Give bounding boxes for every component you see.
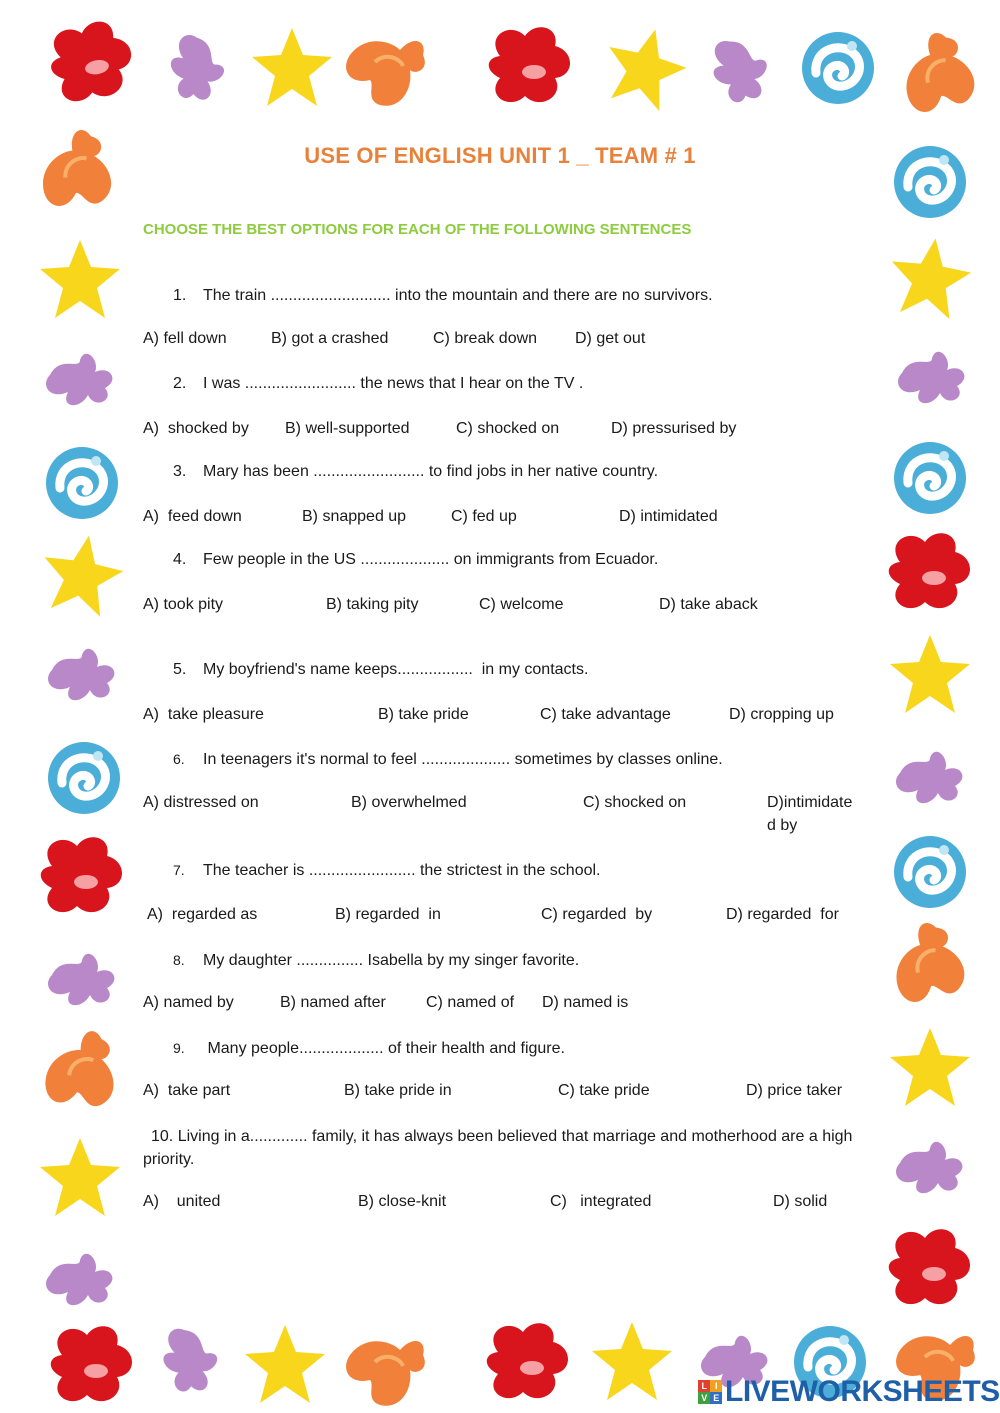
- question-text: My boyfriend's name keeps................. in my contacts.: [203, 661, 589, 678]
- option-b[interactable]: B) named after: [280, 994, 386, 1011]
- option-d[interactable]: D) cropping up: [729, 706, 834, 723]
- question-text: In teenagers it's normal to feel .................... sometimes by classes online.: [203, 751, 723, 768]
- question-number: 5.: [173, 661, 187, 678]
- option-a[interactable]: A) feed down: [143, 508, 242, 525]
- option-d[interactable]: D) take aback: [659, 596, 758, 613]
- logo-letter: V: [698, 1392, 710, 1404]
- option-b[interactable]: B) snapped up: [302, 508, 407, 525]
- question-10: [143, 1125, 855, 1171]
- option-a[interactable]: A) regarded as: [147, 906, 258, 923]
- question-number: 9.: [173, 1040, 185, 1056]
- question-number: 8.: [173, 952, 185, 968]
- question-number: 3.: [173, 463, 187, 480]
- option-c[interactable]: C) fed up: [451, 508, 517, 525]
- option-a[interactable]: A) take part: [143, 1082, 231, 1099]
- option-c[interactable]: C) take pride: [558, 1082, 650, 1099]
- question-text: I was ......................... the news that I hear on the TV .: [203, 375, 584, 392]
- option-d[interactable]: D) solid: [773, 1193, 828, 1210]
- question-number: 1.: [173, 287, 187, 304]
- worksheet-title: USE OF ENGLISH UNIT 1 _ TEAM # 1: [304, 143, 696, 168]
- liveworksheets-logo: [698, 1380, 722, 1404]
- option-a[interactable]: A) take pleasure: [143, 706, 264, 723]
- worksheet-instructions: CHOOSE THE BEST OPTIONS FOR EACH OF THE FOLLOWING SENTENCES: [143, 221, 692, 238]
- option-a[interactable]: A) fell down: [143, 330, 227, 347]
- option-c[interactable]: C) integrated: [550, 1193, 652, 1210]
- question-text: Many people................... of their health and figure.: [203, 1040, 565, 1057]
- option-b[interactable]: B) taking pity: [326, 596, 419, 613]
- option-c[interactable]: C) shocked on: [456, 420, 560, 437]
- option-c[interactable]: C) regarded by: [541, 906, 653, 923]
- question-number: 4.: [173, 551, 187, 568]
- option-d[interactable]: D) named is: [542, 994, 629, 1011]
- option-b[interactable]: B) take pride: [378, 706, 469, 723]
- option-a[interactable]: A) united: [143, 1193, 221, 1210]
- option-b[interactable]: B) regarded in: [335, 906, 441, 923]
- option-b[interactable]: B) take pride in: [344, 1082, 452, 1099]
- option-d[interactable]: D)intimidated by: [767, 794, 853, 834]
- option-c[interactable]: C) take advantage: [540, 706, 671, 723]
- option-a[interactable]: A) distressed on: [143, 794, 259, 811]
- option-b[interactable]: B) got a crashed: [271, 330, 389, 347]
- watermark-text: LIVEWORKSHEETS: [725, 1375, 1000, 1408]
- question-number: 7.: [173, 862, 185, 878]
- option-b[interactable]: B) overwhelmed: [351, 794, 467, 811]
- question-text: Few people in the US .................... on immigrants from Ecuador.: [203, 551, 659, 568]
- option-c[interactable]: C) named of: [426, 994, 515, 1011]
- question-text: Mary has been ......................... to find jobs in her native country.: [203, 463, 659, 480]
- question-text: Living in a............. family, it has always been believed that marriage and motherhood are a high priority.: [143, 1128, 853, 1168]
- option-a[interactable]: A) shocked by: [143, 420, 249, 437]
- option-b[interactable]: B) close-knit: [358, 1193, 447, 1210]
- option-d[interactable]: D) intimidated: [619, 508, 718, 525]
- option-d[interactable]: D) price taker: [746, 1082, 843, 1099]
- liveworksheets-watermark: [698, 1377, 1000, 1407]
- question-number: 2.: [173, 375, 187, 392]
- options-6: [143, 791, 855, 839]
- option-c[interactable]: C) shocked on: [583, 794, 687, 811]
- option-c[interactable]: C) welcome: [479, 596, 564, 613]
- option-b[interactable]: B) well-supported: [285, 420, 410, 437]
- question-text: My daughter ............... Isabella by my singer favorite.: [203, 952, 580, 969]
- question-text: The train ........................... into the mountain and there are no survivors.: [203, 287, 713, 304]
- option-d[interactable]: D) pressurised by: [611, 420, 737, 437]
- question-text: The teacher is ........................ the strictest in the school.: [203, 862, 601, 879]
- logo-letter: L: [698, 1380, 710, 1392]
- option-a[interactable]: A) named by: [143, 994, 234, 1011]
- option-d[interactable]: D) regarded for: [726, 906, 839, 923]
- question-number: 6.: [173, 751, 185, 767]
- option-a[interactable]: A) took pity: [143, 596, 224, 613]
- logo-letter: E: [710, 1392, 722, 1404]
- question-number: 10.: [151, 1128, 174, 1145]
- option-d[interactable]: D) get out: [575, 330, 646, 347]
- option-c[interactable]: C) break down: [433, 330, 538, 347]
- logo-letter: I: [710, 1380, 722, 1392]
